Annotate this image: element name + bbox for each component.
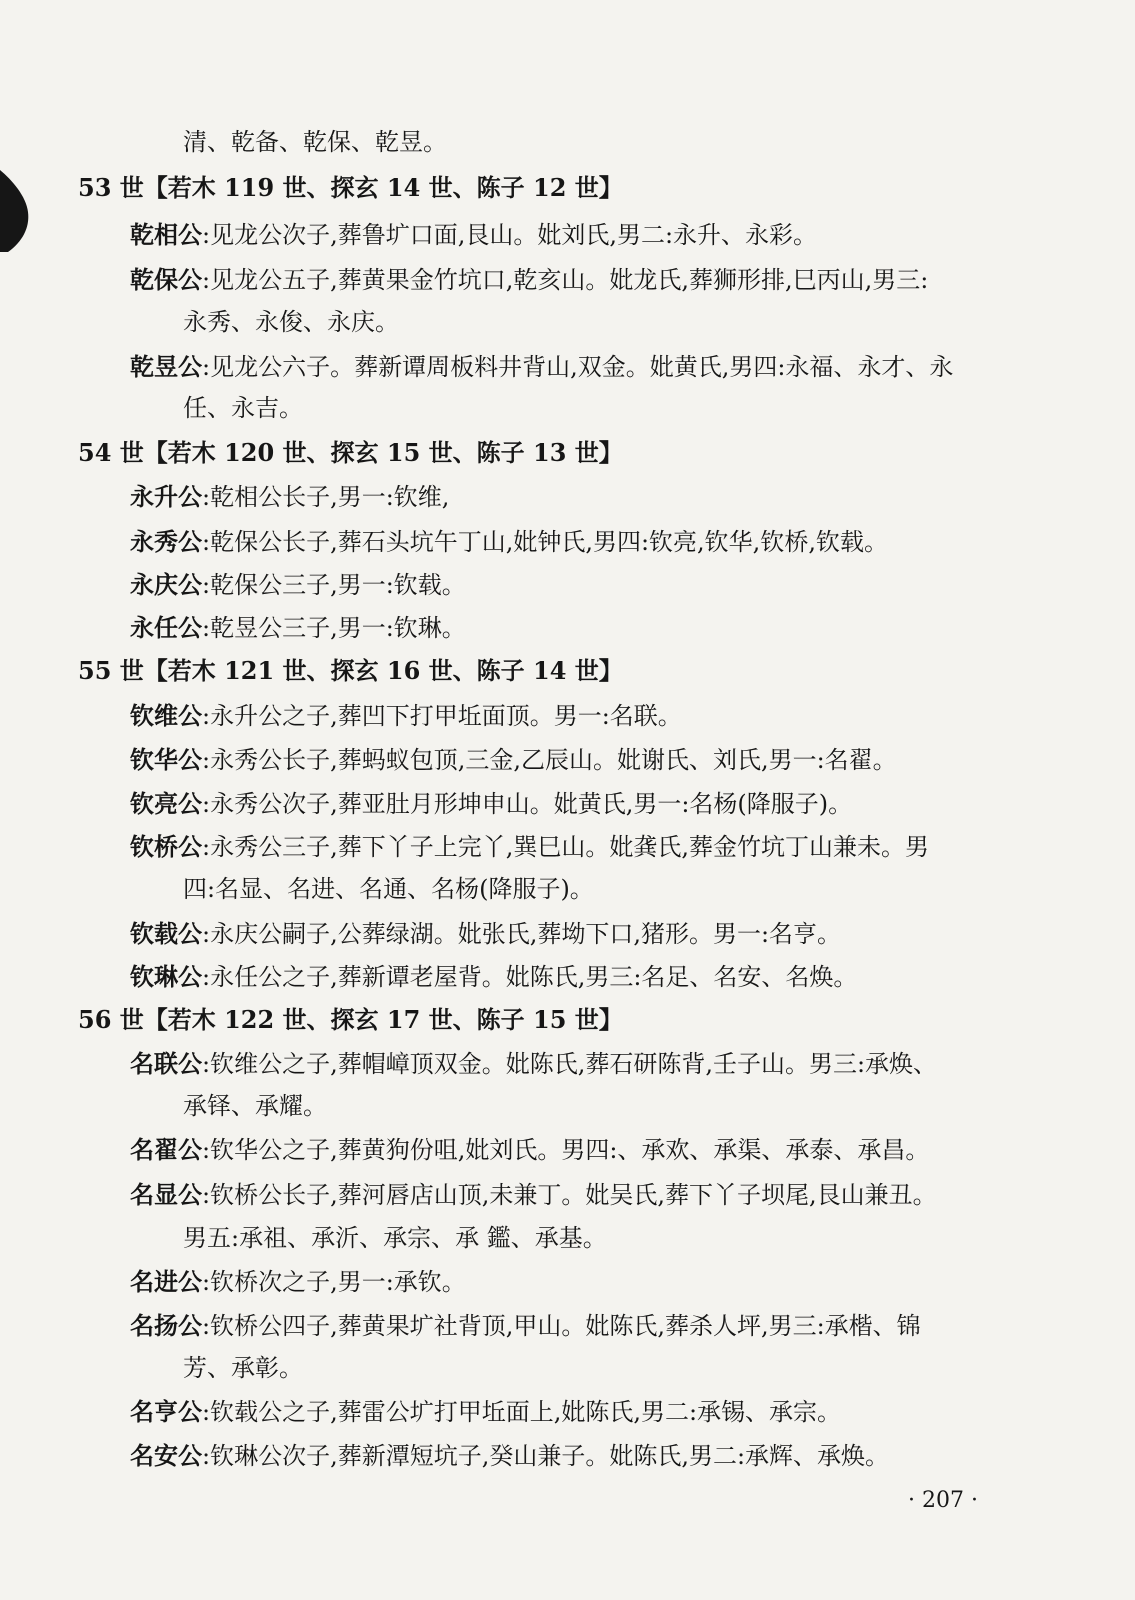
entry-line (130, 264, 928, 296)
entry-line (130, 918, 841, 950)
generation-heading-56: 56 世【若木 122 世、探玄 17 世、陈子 15 世】 (78, 1005, 623, 1034)
entry-line (130, 1266, 466, 1298)
entry-line (130, 1396, 841, 1428)
generation-heading-54: 54 世【若木 120 世、探玄 15 世、陈子 13 世】 (78, 438, 623, 467)
entry-line (130, 351, 953, 383)
entry-line (130, 700, 682, 732)
entry-line (130, 526, 888, 558)
entry-continuation: 芳、承彰。 (183, 1354, 303, 1382)
entry-line (130, 612, 466, 644)
entry-line (130, 219, 817, 251)
entry-text: :钦桥公四子,葬黄果圹社背顶,甲山。妣陈氏,葬杀人坪,男三:承楷、锦 (202, 1312, 921, 1340)
entry-text: :乾昱公三子,男一:钦琳。 (202, 614, 466, 642)
entry-continuation: 承铎、承耀。 (183, 1092, 327, 1120)
entry-line (130, 744, 897, 776)
entry-text: :永秀公三子,葬下丫子上完丫,巽巳山。妣龚氏,葬金竹坑丁山兼未。男 (202, 833, 929, 861)
entry-line (130, 831, 929, 863)
entry-name: 钦琳公 (130, 962, 202, 991)
entry-line (130, 569, 466, 601)
entry-line (130, 1310, 921, 1342)
entry-name: 名安公 (130, 1441, 202, 1470)
entry-text: :永秀公次子,葬亚肚月形坤申山。妣黄氏,男一:名杨(降服子)。 (202, 790, 853, 818)
entry-name: 乾昱公 (130, 352, 202, 381)
entry-name: 乾保公 (130, 265, 202, 294)
generation-heading-53: 53 世【若木 119 世、探玄 14 世、陈子 12 世】 (78, 173, 623, 202)
entry-name: 名翟公 (130, 1135, 202, 1164)
entry-continuation: 永秀、永俊、永庆。 (183, 308, 399, 336)
entry-text: :钦琳公次子,葬新潭短坑子,癸山兼子。妣陈氏,男二:承辉、承焕。 (202, 1442, 890, 1470)
entry-name: 钦载公 (130, 919, 202, 948)
entry-text: :永庆公嗣子,公葬绿湖。妣张氏,葬坳下口,猪形。男一:名亨。 (202, 920, 842, 948)
entry-text: :永秀公长子,葬蚂蚁包顶,三金,乙辰山。妣谢氏、刘氏,男一:名翟。 (202, 746, 897, 774)
entry-name: 名显公 (130, 1180, 202, 1209)
entry-name: 名进公 (130, 1267, 202, 1296)
entry-line (130, 1134, 929, 1166)
entry-text: :乾保公三子,男一:钦载。 (202, 571, 466, 599)
entry-continuation: 男五:承祖、承沂、承宗、承 鑑、承基。 (183, 1224, 607, 1252)
entry-name: 永升公 (130, 482, 202, 511)
entry-text: :永任公之子,葬新谭老屋背。妣陈氏,男三:名足、名安、名焕。 (202, 963, 858, 991)
entry-name: 钦华公 (130, 745, 202, 774)
page-number: · 207 · (908, 1488, 978, 1513)
entry-text: :钦桥公长子,葬河唇店山顶,未兼丁。妣吴氏,葬下丫子坝尾,艮山兼丑。 (202, 1181, 937, 1209)
entry-name: 名亨公 (130, 1397, 202, 1426)
page-edge-blot (0, 170, 30, 252)
entry-line (130, 1179, 937, 1211)
entry-name: 钦维公 (130, 701, 202, 730)
entry-line (130, 788, 852, 820)
entry-line (130, 1440, 889, 1472)
entry-name: 名扬公 (130, 1311, 202, 1340)
entry-name: 名联公 (130, 1049, 202, 1078)
entry-continuation: 任、永吉。 (183, 394, 303, 422)
generation-heading-55: 55 世【若木 121 世、探玄 16 世、陈子 14 世】 (78, 656, 623, 685)
entry-text: :钦桥次之子,男一:承钦。 (202, 1268, 466, 1296)
entry-text: :见龙公五子,葬黄果金竹坑口,乾亥山。妣龙氏,葬狮形排,巳丙山,男三: (202, 266, 929, 294)
entry-name: 钦亮公 (130, 789, 202, 818)
entry-name: 永庆公 (130, 570, 202, 599)
top-continuation-line: 清、乾备、乾保、乾昱。 (183, 128, 447, 156)
entry-text: :乾保公长子,葬石头坑午丁山,妣钟氏,男四:钦亮,钦华,钦桥,钦载。 (202, 528, 888, 556)
entry-text: :见龙公次子,葬鲁圹口面,艮山。妣刘氏,男二:永升、永彩。 (202, 221, 818, 249)
entry-name: 永秀公 (130, 527, 202, 556)
entry-line (130, 961, 857, 993)
entry-text: :乾相公长子,男一:钦维, (202, 483, 450, 511)
entry-name: 永任公 (130, 613, 202, 642)
entry-continuation: 四:名显、名进、名通、名杨(降服子)。 (183, 875, 594, 903)
entry-line (130, 1048, 937, 1080)
entry-text: :钦载公之子,葬雷公圹打甲坵面上,妣陈氏,男二:承锡、承宗。 (202, 1398, 842, 1426)
entry-text: :钦维公之子,葬帽嶂顶双金。妣陈氏,葬石研陈背,壬子山。男三:承焕、 (202, 1050, 938, 1078)
entry-text: :永升公之子,葬凹下打甲坵面顶。男一:名联。 (202, 702, 682, 730)
entry-name: 乾相公 (130, 220, 202, 249)
entry-line (130, 481, 449, 513)
entry-text: :见龙公六子。葬新谭周板料井背山,双金。妣黄氏,男四:永福、永才、永 (202, 353, 954, 381)
entry-name: 钦桥公 (130, 832, 202, 861)
entry-text: :钦华公之子,葬黄狗份咀,妣刘氏。男四:、承欢、承渠、承泰、承昌。 (202, 1136, 930, 1164)
